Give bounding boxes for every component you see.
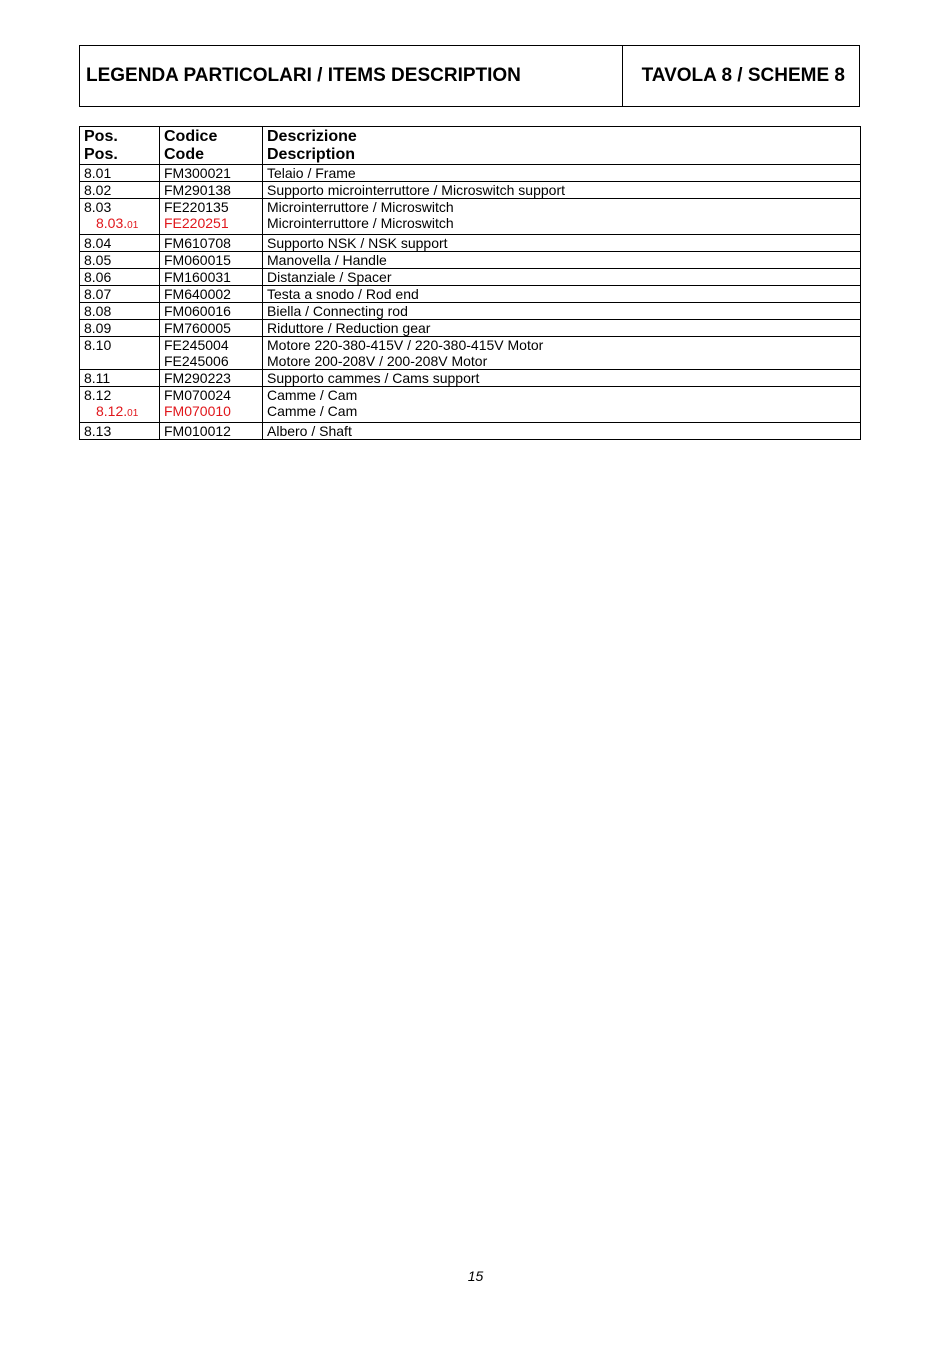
table-row <box>80 182 861 199</box>
code-cell: FM610708 <box>160 235 263 252</box>
table-row <box>80 423 861 440</box>
table-row <box>80 303 861 320</box>
sub-description-value: Camme / Cam <box>267 403 358 419</box>
pos-value: 8.12 <box>84 387 112 403</box>
description-header-it: Descrizione <box>267 128 357 145</box>
code-cell: FM060016 <box>160 303 263 320</box>
code-cell: FM060015 <box>160 252 263 269</box>
code-cell: FM760005 <box>160 320 263 337</box>
pos-cell: 8.04 <box>80 235 160 252</box>
pos-cell: 8.01 <box>80 165 160 182</box>
code-cell: FM010012 <box>160 423 263 440</box>
description-value: Camme / Cam <box>267 387 358 403</box>
description-cell: Supporto NSK / NSK support <box>263 235 861 252</box>
table-row <box>80 387 861 423</box>
items-table <box>79 126 861 440</box>
pos-header-en: Pos. <box>84 146 118 163</box>
code-value-alt: FE245006 <box>164 353 229 369</box>
code-header-it: Codice <box>164 128 218 145</box>
pos-cell: 8.02 <box>80 182 160 199</box>
code-value: FE220135 <box>164 199 229 215</box>
pos-cell: 8.06 <box>80 269 160 286</box>
code-header-en: Code <box>164 146 204 163</box>
description-value-alt: Motore 200-208V / 200-208V Motor <box>267 353 488 369</box>
table-row <box>80 165 861 182</box>
table-header-row <box>80 127 861 165</box>
code-value: FM070024 <box>164 387 231 403</box>
sub-pos-main: 8.12. <box>96 403 128 419</box>
code-cell: FM300021 <box>160 165 263 182</box>
description-cell: Manovella / Handle <box>263 252 861 269</box>
sub-pos-value <box>84 215 155 234</box>
description-cell: Biella / Connecting rod <box>263 303 861 320</box>
pos-cell: 8.10 <box>80 337 160 370</box>
pos-header <box>80 127 160 165</box>
description-header-en: Description <box>267 146 356 163</box>
table-row <box>80 337 861 370</box>
description-cell: Distanziale / Spacer <box>263 269 861 286</box>
table-row <box>80 320 861 337</box>
sub-pos-main: 8.03. <box>96 215 128 231</box>
pos-value: 8.03 <box>84 199 112 215</box>
pos-cell: 8.13 <box>80 423 160 440</box>
pos-cell: 8.11 <box>80 370 160 387</box>
code-cell: FM290138 <box>160 182 263 199</box>
pos-cell: 8.08 <box>80 303 160 320</box>
description-header <box>263 127 861 165</box>
table-row <box>80 252 861 269</box>
sub-code-value: FM070010 <box>164 403 231 419</box>
description-cell: Albero / Shaft <box>263 423 861 440</box>
code-cell: FM640002 <box>160 286 263 303</box>
pos-cell: 8.07 <box>80 286 160 303</box>
document-title: LEGENDA PARTICOLARI / ITEMS DESCRIPTION <box>80 46 623 106</box>
description-cell: Supporto microinterruttore / Microswitch support <box>263 182 861 199</box>
description-value: Microinterruttore / Microswitch <box>267 199 454 215</box>
code-cell <box>160 387 263 423</box>
sub-pos-suffix: 01 <box>127 408 139 419</box>
pos-cell: 8.05 <box>80 252 160 269</box>
code-cell: FM290223 <box>160 370 263 387</box>
table-row <box>80 269 861 286</box>
code-cell <box>160 337 263 370</box>
pos-header-it: Pos. <box>84 128 118 145</box>
description-cell: Riduttore / Reduction gear <box>263 320 861 337</box>
table-row <box>80 199 861 235</box>
sub-pos-value <box>84 403 155 422</box>
sub-pos-suffix: 01 <box>127 220 139 231</box>
description-cell <box>263 199 861 235</box>
code-value: FE245004 <box>164 337 229 353</box>
pos-cell <box>80 387 160 423</box>
scheme-label: TAVOLA 8 / SCHEME 8 <box>641 65 845 86</box>
description-cell: Telaio / Frame <box>263 165 861 182</box>
sub-code-value: FE220251 <box>164 215 229 231</box>
description-cell: Testa a snodo / Rod end <box>263 286 861 303</box>
sub-description-value: Microinterruttore / Microswitch <box>267 215 454 231</box>
pos-cell <box>80 199 160 235</box>
description-cell: Supporto cammes / Cams support <box>263 370 861 387</box>
code-cell <box>160 199 263 235</box>
table-row <box>80 286 861 303</box>
description-value: Motore 220-380-415V / 220-380-415V Motor <box>267 337 544 353</box>
pos-cell: 8.09 <box>80 320 160 337</box>
code-cell: FM160031 <box>160 269 263 286</box>
table-row <box>80 370 861 387</box>
description-cell <box>263 387 861 423</box>
table-row <box>80 235 861 252</box>
header-box <box>79 45 860 107</box>
description-cell <box>263 337 861 370</box>
code-header <box>160 127 263 165</box>
page-number: 15 <box>467 1268 484 1284</box>
